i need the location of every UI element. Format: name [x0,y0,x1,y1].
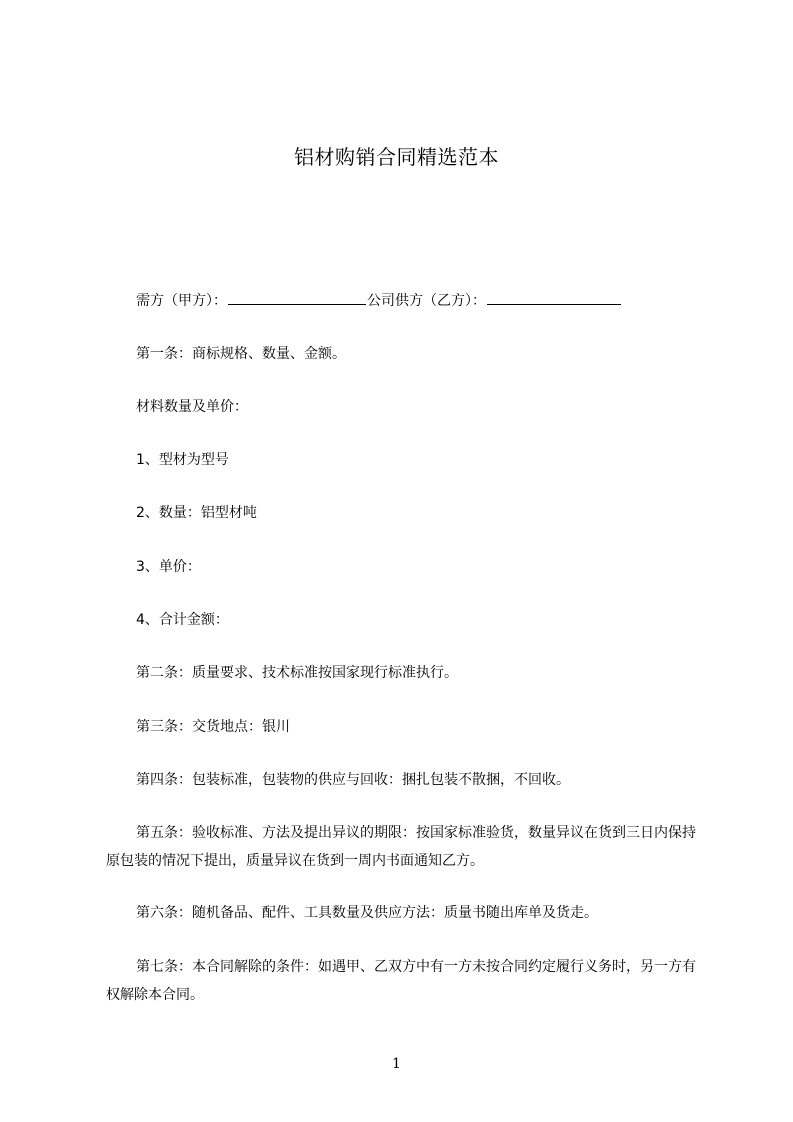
clause-paragraph [106,713,706,741]
clause-paragraph [106,340,706,368]
paragraph-text: 3、单价： [136,559,201,575]
paragraph-text: 4、合计金额： [136,612,229,628]
paragraph-text: 第七条：本合同解除的条件：如遇甲、乙双方中有一方未按合同约定履行义务时，另一方有权解除本合同。 [106,959,696,1003]
paragraph-text: 第四条：包装标准，包装物的供应与回收：捆扎包装不散捆，不回收。 [136,772,570,788]
list-item [106,499,706,527]
seller-blank-line [487,290,621,305]
paragraph-text: 材料数量及单价： [136,399,248,415]
list-item [106,606,706,634]
paragraph-text: 第二条：质量要求、技术标准按国家现行标准执行。 [136,665,458,681]
clause-paragraph [106,953,707,1009]
clause-paragraph [106,766,706,794]
clause-paragraph [106,393,706,421]
buyer-label: 需方（甲方）： [136,293,227,309]
list-item [106,553,706,581]
paragraph-text: 第三条：交货地点：银川 [136,719,290,735]
parties-line [106,287,706,315]
company-seller-label: 公司供方（乙方）： [367,293,486,309]
clause-paragraph [106,659,706,687]
paragraph-text: 1、型材为型号 [136,452,229,468]
paragraph-text: 第六条：随机备品、配件、工具数量及供应方法：质量书随出库单及货走。 [136,905,598,921]
paragraph-text: 第一条：商标规格、数量、金额。 [136,346,346,362]
clause-paragraph [106,819,707,875]
document-title: 铝材购销合同精选范本 [294,145,499,169]
buyer-blank-line [228,290,366,305]
page-number: 1 [392,1056,401,1072]
list-item [106,446,706,474]
paragraph-text: 2、数量：铝型材吨 [136,505,257,521]
clause-paragraph [106,899,706,927]
paragraph-text: 第五条：验收标准、方法及提出异议的期限：按国家标准验货，数量异议在货到三日内保持原包装的情况下提出，质量异议在货到一周内书面通知乙方。 [106,825,696,869]
